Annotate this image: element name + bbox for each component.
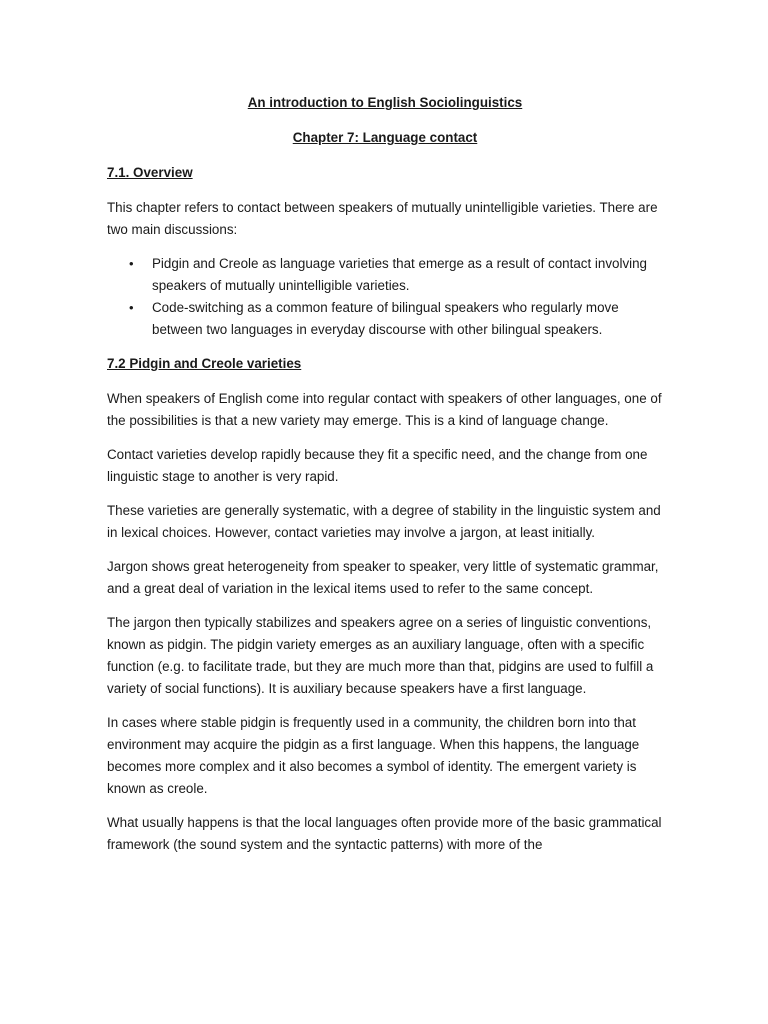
chapter-title: Chapter 7: Language contact (292, 130, 478, 145)
overview-intro-paragraph: This chapter refers to contact between speakers of mutually unintelligible varieties. There are two main discussions: (107, 200, 658, 237)
document-title: An introduction to English Sociolinguistics (247, 95, 523, 110)
bullet-item-code-switching (107, 297, 663, 341)
section-heading-pidgin-creole: 7.2 Pidgin and Creole varieties (107, 356, 302, 371)
body-paragraph: The jargon then typically stabilizes and speakers agree on a series of linguistic conventions, known as pidgin. The pidgin variety emerges as an auxiliary language, often with a specific function (e.g. to facilitate trade, but they are much more than that, pidgins are used to fulfill a variety of social functions). It is auxiliary because speakers have a first language. (107, 615, 654, 696)
body-paragraph: In cases where stable pidgin is frequently used in a community, the children born into that environment may acquire the pidgin as a first language. When this happens, the language becomes more complex and it also becomes a symbol of identity. The emergent variety is known as creole. (107, 715, 640, 796)
bullet-icon: • (129, 256, 134, 271)
body-paragraph: What usually happens is that the local languages often provide more of the basic grammatical framework (the sound system and the syntactic patterns) with more of the (107, 815, 662, 852)
bullet-icon: • (129, 300, 134, 315)
bullet-item-pidgin-creole (107, 253, 663, 297)
section-heading-overview: 7.1. Overview (107, 165, 193, 180)
bullet-item-text: Code-switching as a common feature of bilingual speakers who regularly move between two languages in everyday discourse with other bilingual speakers. (152, 300, 619, 337)
document-body (107, 92, 663, 868)
body-paragraph: Jargon shows great heterogeneity from speaker to speaker, very little of systematic grammar, and a great deal of variation in the lexical items used to refer to the same concept. (107, 559, 659, 596)
overview-bullet-list (107, 253, 663, 341)
bullet-item-text: Pidgin and Creole as language varieties that emerge as a result of contact involving speakers of mutually unintelligible varieties. (152, 256, 648, 293)
body-paragraph: Contact varieties develop rapidly because they fit a specific need, and the change from one linguistic stage to another is very rapid. (107, 447, 648, 484)
body-paragraph: These varieties are generally systematic, with a degree of stability in the linguistic system and in lexical choices. However, contact varieties may involve a jargon, at least initially. (107, 503, 661, 540)
body-paragraph: When speakers of English come into regular contact with speakers of other languages, one of the possibilities is that a new variety may emerge. This is a kind of language change. (107, 391, 662, 428)
